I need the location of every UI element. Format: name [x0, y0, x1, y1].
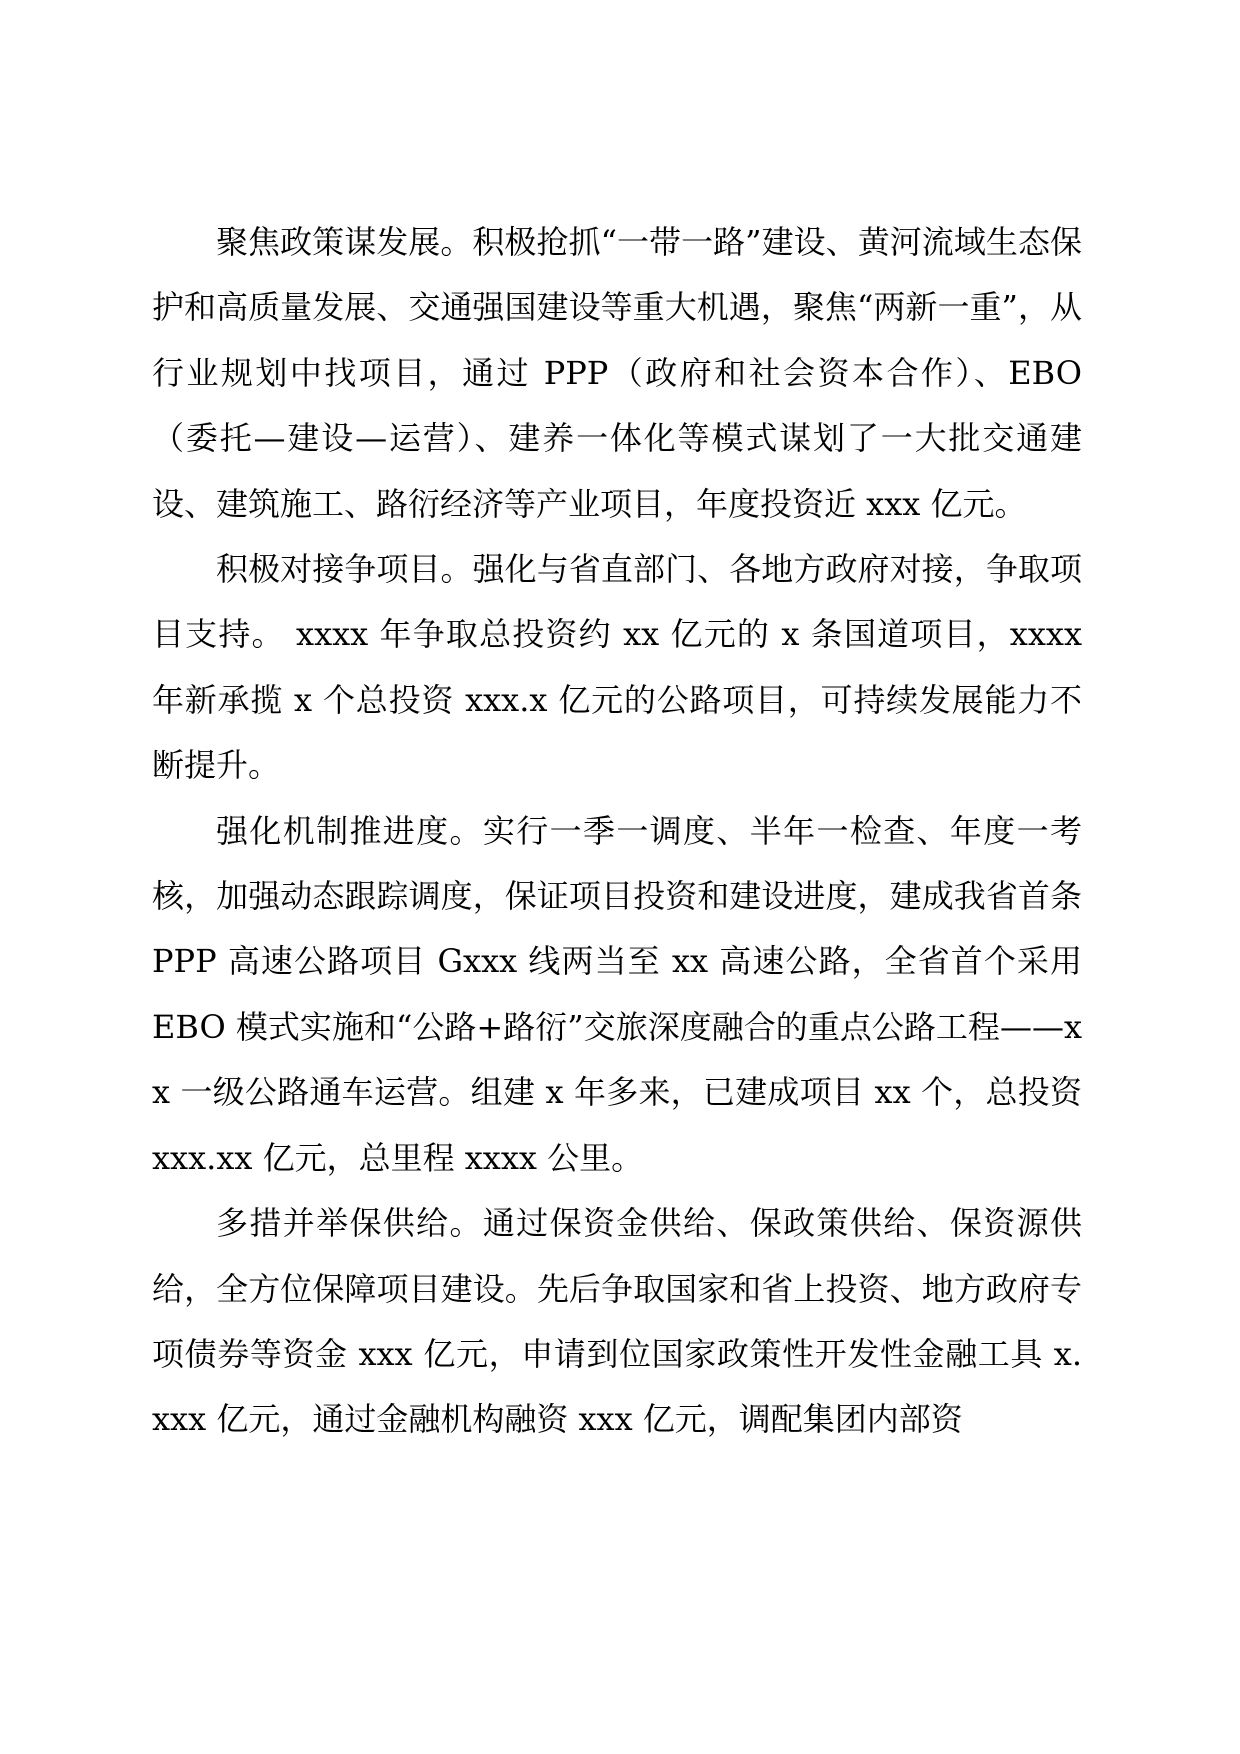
paragraph-project-acquisition: 积极对接争项目。强化与省直部门、各地方政府对接，争取项目支持。 xxxx 年争取总投资约 xx 亿元的 x 条国道项目，xxxx 年新承揽 x 个总投资 xxx.x 亿元的公路项目，可持续发展能力不断提升。 [152, 550, 1082, 785]
paragraph-mechanism-progress: 强化机制推进度。实行一季一调度、半年一检查、年度一考核，加强动态跟踪调度，保证项目投资和建设进度，建成我省首条 PPP 高速公路项目 Gxxx 线两当至 xx 高速公路，全省首个采用 EBO 模式实施和“公路+路衍”交旅深度融合的重点公路工程——xx 一级公路通车运营。组建 x 年多来，已建成项目 xx 个，总投资 xxx.xx 亿元，总里程 xxxx 公里。 [152, 811, 1082, 1177]
paragraph-policy-development: 聚焦政策谋发展。积极抢抓“一带一路”建设、黄河流域生态保护和高质量发展、交通强国建设等重大机遇，聚焦“两新一重”，从行业规划中找项目，通过 PPP（政府和社会资本合作）、EBO（委托—建设—运营）、建养一体化等模式谋划了一大批交通建设、建筑施工、路衍经济等产业项目，年度投资近 xxx 亿元。 [152, 223, 1082, 523]
paragraph-supply-guarantee: 多措并举保供给。通过保资金供给、保政策供给、保资源供给，全方位保障项目建设。先后争取国家和省上投资、地方政府专项债券等资金 xxx 亿元，申请到位国家政策性开发性金融工具 x.xxx 亿元，通过金融机构融资 xxx 亿元，调配集团内部资 [152, 1204, 1082, 1439]
document-body [152, 210, 1082, 1453]
